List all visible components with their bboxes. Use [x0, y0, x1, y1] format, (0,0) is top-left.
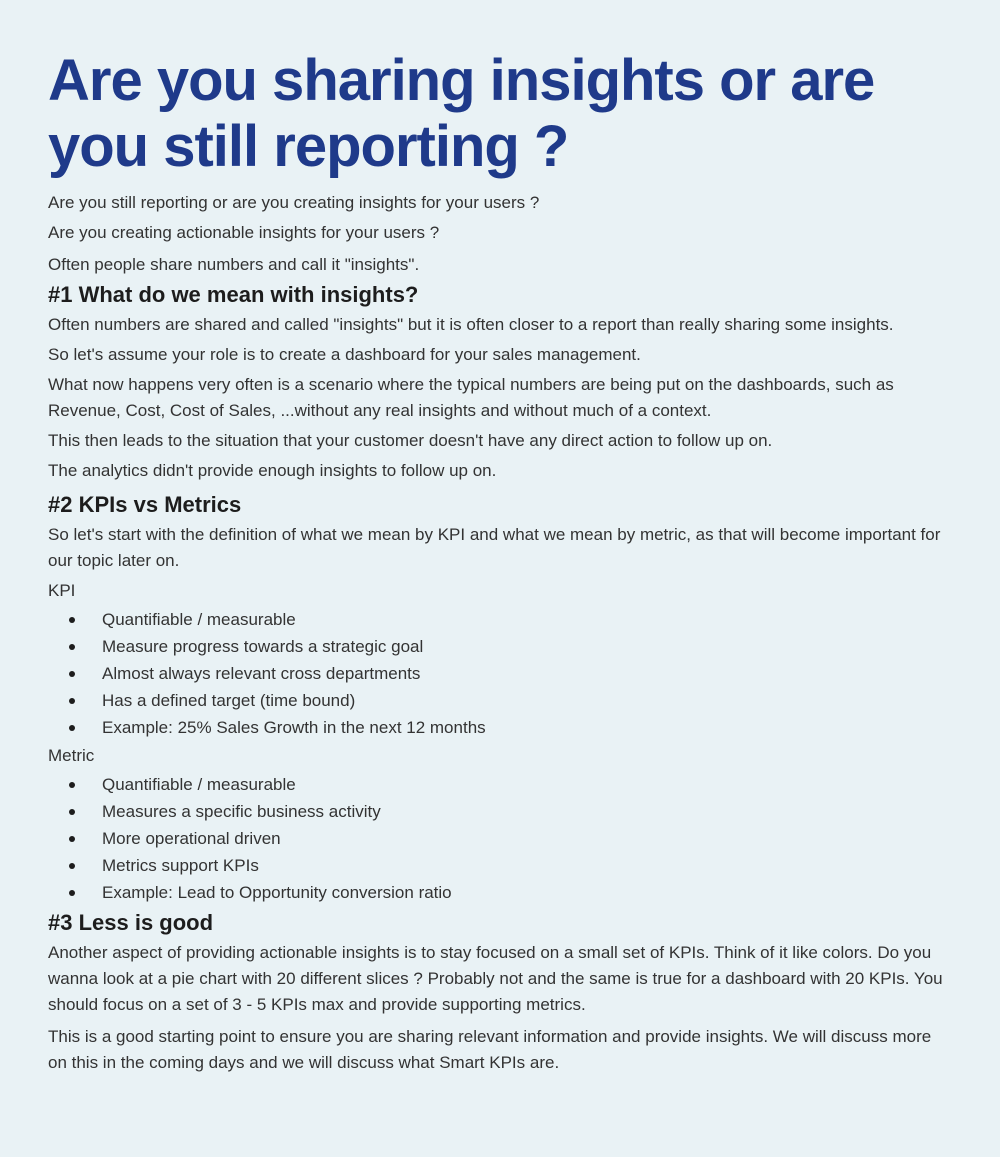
section-paragraph: This is a good starting point to ensure you are sharing relevant information and provide insights. We will discuss more on this in the coming days and we will discuss what Smart KPIs are.	[48, 1027, 932, 1072]
section-heading-kpis-vs-metrics: #2 KPIs vs Metrics	[48, 492, 242, 517]
metric-label: Metric	[48, 746, 95, 765]
list-item: Has a defined target (time bound)	[102, 687, 952, 714]
list-item: Measure progress towards a strategic goal	[102, 633, 952, 660]
intro-paragraph: Often people share numbers and call it "insights".	[48, 255, 420, 274]
list-item: Quantifiable / measurable	[102, 606, 952, 633]
list-item: Example: 25% Sales Growth in the next 12 months	[102, 714, 952, 741]
page-title: Are you sharing insights or are you still reporting ?	[48, 48, 875, 179]
section-paragraph: So let's start with the definition of what we mean by KPI and what we mean by metric, as that will become important for our topic later on.	[48, 525, 941, 570]
section-paragraph: So let's assume your role is to create a dashboard for your sales management.	[48, 345, 641, 364]
metric-list	[48, 771, 952, 906]
list-item: Measures a specific business activity	[102, 798, 952, 825]
intro-paragraph: Are you creating actionable insights for your users ?	[48, 223, 440, 242]
kpi-label: KPI	[48, 581, 76, 600]
section-heading-less-is-good: #3 Less is good	[48, 910, 214, 935]
list-item: Quantifiable / measurable	[102, 771, 952, 798]
list-item: Example: Lead to Opportunity conversion ratio	[102, 879, 952, 906]
section-paragraph: This then leads to the situation that your customer doesn't have any direct action to follow up on.	[48, 431, 773, 450]
section-heading-insights: #1 What do we mean with insights?	[48, 282, 419, 307]
kpi-list	[48, 606, 952, 741]
list-item: Almost always relevant cross departments	[102, 660, 952, 687]
section-paragraph: What now happens very often is a scenario where the typical numbers are being put on the dashboards, such as Revenue, Cost, Cost of Sales, ...without any real insights and without much of a context.	[48, 375, 894, 420]
intro-paragraph: Are you still reporting or are you creating insights for your users ?	[48, 193, 540, 212]
list-item: Metrics support KPIs	[102, 852, 952, 879]
section-paragraph: The analytics didn't provide enough insights to follow up on.	[48, 461, 497, 480]
section-paragraph: Often numbers are shared and called "insights" but it is often closer to a report than really sharing some insights.	[48, 315, 894, 334]
list-item: More operational driven	[102, 825, 952, 852]
section-paragraph: Another aspect of providing actionable insights is to stay focused on a small set of KPIs. Think of it like colors. Do you wanna look at a pie chart with 20 different slices ? Probably not and the same is true for a dashboard with 20 KPIs. You should focus on a set of 3 - 5 KPIs max and provide supporting metrics.	[48, 943, 943, 1014]
